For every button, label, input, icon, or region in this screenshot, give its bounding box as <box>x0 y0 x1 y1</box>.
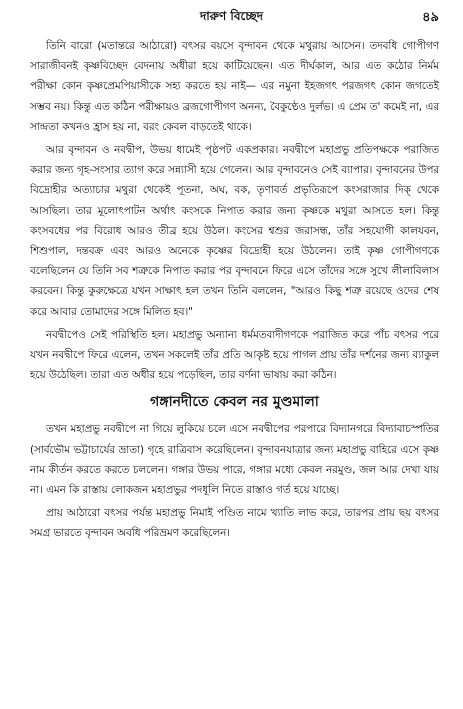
body-text <box>30 36 439 544</box>
page-number: ৪৯ <box>422 10 439 25</box>
paragraph: প্রায় আঠারো বৎসর পর্যন্ত মহাপ্রভু নিমাই পণ্ডিত নামে খ্যাতি লাভ করে, তারপর প্রায় ছয় বৎসর সমগ্র ভারতে বৃন্দাবন অবধি পরিভ্রমণ করেছিলেন। <box>30 507 439 540</box>
running-title: দারুণ বিচ্ছেদ <box>199 9 264 23</box>
paragraph: তিনি বারো (মতান্তরে আঠারো) বৎসর বয়সে বৃন্দাবন থেকে মথুরায় আসেন। তদবধি গোপীগণ সারাজীবনই কৃষ্ণবিচ্ছেদ বেদনায় অধীরা হয়ে কাটিয়েছেন। এত দীর্ঘকাল, আর এত কঠোর নির্মম পরীক্ষা কোন কৃষ্ণপ্রেমপিয়াসীকে সহ্য করতে হয় নাই— এর নমুনা ইহজগৎ পরজগৎ কোন জগতেই সম্ভব নয়। কিন্তু এত কঠিন পরীক্ষায়ও ব্রজগোপীগণ অনন্য, বৈকুণ্ঠেও দুর্লভ। এ প্রেম ত' কমেই না, এর সান্দ্রতা কখনও হ্রাস হয় না, বরং কেবল বাড়তেই থাকে। <box>30 40 439 133</box>
running-head <box>0 8 463 28</box>
section-heading: গঙ্গানদীতে কেবল নর মুণ্ডমালা <box>150 394 319 411</box>
paragraph: তখন মহাপ্রভু নবদ্বীপে না গিয়ে লুকিয়ে চলে এসে নবদ্বীপের পরপারে বিদ্যানগরে বিদ্যাবাচস্পতির (সার্বভৌম ভট্টাচার্যের ভ্রাতা) গৃহে রাত্রিবাস করেছিলেন। বৃন্দাবনযাত্রার জন্য মহাপ্রভু বাহিরে এসে কৃষ্ণ নাম কীর্তন করতে করতে চললেন। গঙ্গার উভয় পারে, গঙ্গার মধ্যে কেবল নরমুণ্ড, জল আর দেখা যায় না। এমন কি রাস্তায় লোকজন মহাপ্রভুর পদধূলি নিতে রাস্তাও গর্ত হয়ে যাচ্ছে। <box>30 423 439 497</box>
paragraph: আর বৃন্দাবন ও নবদ্বীপ, উভয় ধামেই পৃষ্ঠপট একপ্রকার। নবদ্বীপে মহাপ্রভু প্রতিপক্ষকে পরাজিত করার জন্য গৃহ-সংসার ত্যাগ করে সন্ন্যাসী হয়ে গেলেন। আর বৃন্দাবনেও সেই ব্যাপার। বৃন্দাবনের উপর বিদ্রোহীর অত্যাচার মথুরা থেকেই পূতনা, অঘ, বক, তৃণাবর্ত প্রভৃতিরূপে কংসরাজার দিক্ থেকে আসছিল। তার মূলোৎপাটন অর্থাৎ কংসকে নিপাত করার জন্য কৃষ্ণকে মথুরা আসতে হল। কিন্তু কংসবধের পর বিরোধ আরও তীব্র হয়ে উঠল। কংসের শ্বশুর জরাসন্ধ, তাঁর সহযোগী কালযবন, শিশুপাল, দন্তবক্র এবং আরও অনেকে কৃষ্ণের বিদ্রোহী হয়ে উঠলেন। তাই কৃষ্ণ গোপীগণকে বলেছিলেন যে তিনি সব শত্রুকে নিপাত করার পর বৃন্দাবনে ফিরে এসে তাঁদের সঙ্গে সুখে লীলাবিলাস করবেন। কিন্তু কুরুক্ষেত্রে যখন সাক্ষাৎ হল তখন তিনি বললেন, "আরও কিছু শত্রু রয়েছে ওদের শেষ করে আবার তোমাদের সঙ্গে মিলিত হব।" <box>30 144 439 318</box>
paragraph: নবদ্বীপেও সেই পরিস্থিতি হল। মহাপ্রভু অন্যান্য ধর্মমতবাদীগণকে পরাজিত করে পাঁচ বৎসর পরে যখন নবদ্বীপে ফিরে এলেন, তখন সকলেই তাঁর প্রতি আকৃষ্ট হয়ে পাগল প্রায় তাঁর দর্শনের জন্য ব্যাকুল হয়ে উঠেছিল। তারা এত অধীর হয়ে পড়েছিল, তার বর্ণনা ভাষায় করা কঠিন। <box>30 328 439 382</box>
